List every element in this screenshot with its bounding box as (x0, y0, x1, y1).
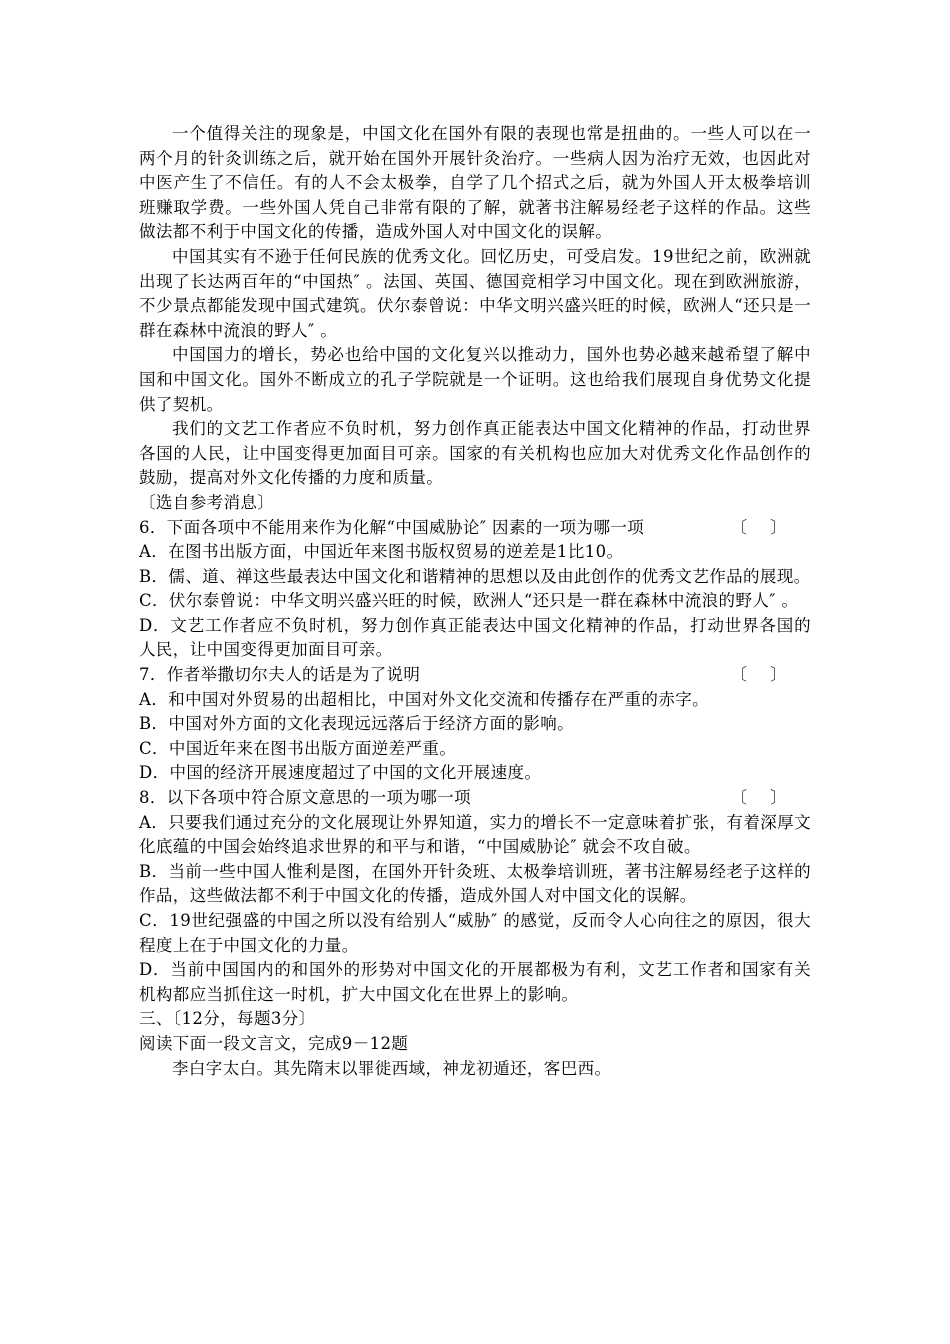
question-7-option-c: C．中国近年来在图书出版方面逆差严重。 (139, 738, 457, 758)
question-7-stem-row (139, 663, 811, 688)
question-6-option-b: B．儒、道、禅这些最表达中国文化和谐精神的思想以及由此创作的优秀文艺作品的展现。 (139, 566, 811, 586)
question-7-stem: 7．作者举撒切尔夫人的话是为了说明 (139, 665, 421, 685)
passage-paragraph-1: 一个值得关注的现象是，中国文化在国外有限的表现也常是扭曲的。一些人可以在一两个月的针灸训练之后，就开始在国外开展针灸治疗。一些病人因为治疗无效，也因此对中医产生了不信任。有的人不会太极拳，自学了几个招式之后，就为外国人开太极拳培训班赚取学费。一些外国人凭自己非常有限的了解，就著书注解易经老子这样的作品。这些做法都不利于中国文化的传播，造成外国人对中国文化的误解。 (139, 124, 811, 242)
question-7-option-a: A．和中国对外贸易的出超相比，中国对外文化交流和传播存在严重的赤字。 (139, 689, 710, 709)
document-page (139, 122, 811, 1081)
question-7-option-d: D．中国的经济开展速度超过了中国的文化开展速度。 (139, 763, 542, 783)
section-3-instruction: 阅读下面一段文言文，完成9－12题 (139, 1033, 409, 1053)
question-6-option-d: D．文艺工作者应不负时机，努力创作真正能表达中国文化精神的作品，打动世界各国的人民，让中国变得更加面目可亲。 (139, 615, 811, 660)
classical-text-first-line: 李白字太白。其先隋末以罪徙西域，神龙初遁还，客巴西。 (172, 1058, 612, 1078)
question-8-option-c: C．19世纪强盛的中国之所以没有给别人“威胁″ 的感觉，反而令人心向往之的原因，很大程度上在于中国文化的力量。 (139, 911, 811, 955)
question-7-answer-bracket: 〔 〕 (730, 665, 787, 685)
question-6 (139, 516, 811, 664)
question-7-option-b: B．中国对外方面的文化表现远远落后于经济方面的影响。 (139, 714, 575, 734)
question-6-option-a: A．在图书出版方面，中国近年来图书版权贸易的逆差是1比10。 (139, 542, 624, 562)
passage-paragraph-2: 中国其实有不逊于任何民族的优秀文化。回忆历史，可受启发。19世纪之前，欧洲就出现了长达两百年的“中国热″ 。法国、英国、德国竞相学习中国文化。现在到欧洲旅游，不少景点都能发现中国式建筑。伏尔泰曾说：中华文明兴盛兴旺的时候，欧洲人“还只是一群在森林中流浪的野人″ 。 (139, 246, 811, 340)
question-6-option-c: C．伏尔泰曾说：中华文明兴盛兴旺的时候，欧洲人“还只是一群在森林中流浪的野人″ 。 (139, 591, 799, 611)
question-8 (139, 786, 811, 1007)
question-8-option-a: A．只要我们通过充分的文化展现让外界知道，实力的增长不一定意味着扩张，有着深厚文化底蕴的中国会始终追求世界的和平与和谐，“中国威胁论″ 就会不攻自破。 (139, 812, 811, 857)
question-8-option-b: B．当前一些中国人惟利是图，在国外开针灸班、太极拳培训班，著书注解易经老子这样的作品，这些做法都不利于中国文化的传播，造成外国人对中国文化的误解。 (139, 861, 811, 906)
passage-source: 〔选自参考消息〕 (139, 492, 275, 512)
question-6-stem: 6．下面各项中不能用来作为化解“中国威胁论″ 因素的一项为哪一项 (139, 517, 645, 537)
question-8-answer-bracket: 〔 〕 (730, 788, 787, 808)
passage-paragraph-4: 我们的文艺工作者应不负时机，努力创作真正能表达中国文化精神的作品，打动世界各国的人民，让中国变得更加面目可亲。国家的有关机构也应加大对优秀文化作品创作的鼓励，提高对外文化传播的力度和质量。 (139, 419, 811, 488)
section-3-heading: 三、〔12分，每题3分〕 (139, 1009, 316, 1029)
question-8-stem-row (139, 786, 811, 811)
question-8-stem: 8．以下各项中符合原文意思的一项为哪一项 (139, 788, 471, 808)
passage-paragraph-3: 中国国力的增长，势必也给中国的文化复兴以推动力，国外也势必越来越希望了解中国和中国文化。国外不断成立的孔子学院就是一个证明。这也给我们展现自身优势文化提供了契机。 (139, 345, 811, 414)
question-6-answer-bracket: 〔 〕 (730, 517, 787, 537)
question-7 (139, 663, 811, 786)
question-8-option-d: D．当前中国国内的和国外的形势对中国文化的开展都极为有利，文艺工作者和国家有关机构都应当抓住这一时机，扩大中国文化在世界上的影响。 (139, 960, 811, 1004)
question-6-stem-row (139, 516, 811, 541)
